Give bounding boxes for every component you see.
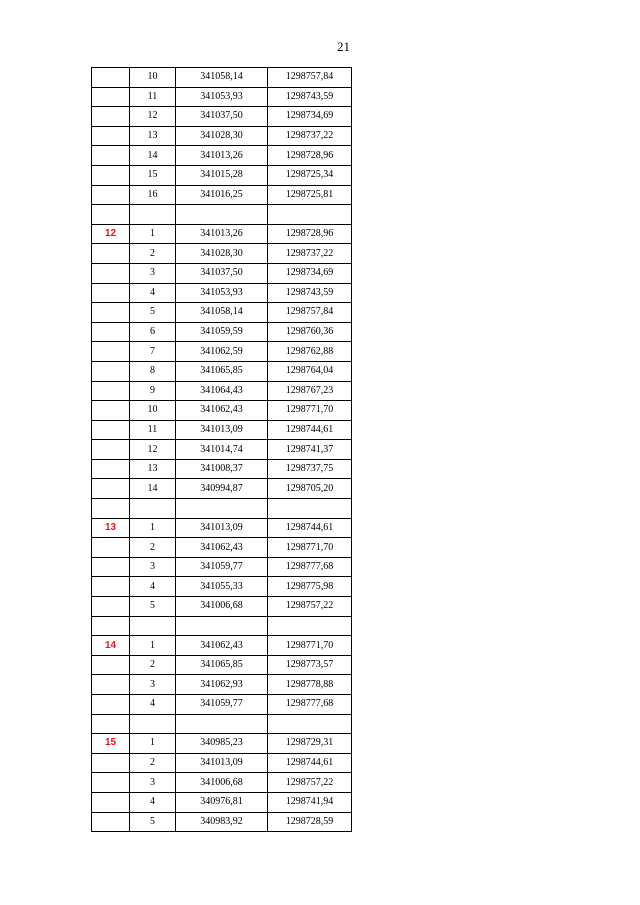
x-coordinate-cell: 341059,77 xyxy=(176,695,268,715)
y-coordinate-cell: 1298728,96 xyxy=(268,224,352,244)
table-row xyxy=(92,87,352,107)
table-row xyxy=(92,577,352,597)
y-coordinate-cell xyxy=(268,499,352,519)
table-row xyxy=(92,499,352,519)
table-row xyxy=(92,812,352,832)
x-coordinate-cell: 341065,85 xyxy=(176,655,268,675)
y-coordinate-cell: 1298771,70 xyxy=(268,401,352,421)
group-number-cell xyxy=(92,185,130,205)
table-row xyxy=(92,479,352,499)
point-number-cell xyxy=(130,616,176,636)
x-coordinate-cell: 340994,87 xyxy=(176,479,268,499)
x-coordinate-cell: 341059,59 xyxy=(176,322,268,342)
table-row xyxy=(92,283,352,303)
group-number-cell: 12 xyxy=(92,224,130,244)
x-coordinate-cell: 341013,26 xyxy=(176,224,268,244)
table-row xyxy=(92,792,352,812)
table-row xyxy=(92,695,352,715)
group-number-cell xyxy=(92,538,130,558)
table-row xyxy=(92,244,352,264)
y-coordinate-cell: 1298743,59 xyxy=(268,283,352,303)
point-number-cell: 11 xyxy=(130,87,176,107)
y-coordinate-cell: 1298734,69 xyxy=(268,107,352,127)
point-number-cell: 5 xyxy=(130,597,176,617)
x-coordinate-cell: 341053,93 xyxy=(176,87,268,107)
y-coordinate-cell: 1298771,70 xyxy=(268,538,352,558)
y-coordinate-cell: 1298773,57 xyxy=(268,655,352,675)
point-number-cell: 10 xyxy=(130,68,176,88)
table-row xyxy=(92,459,352,479)
table-row xyxy=(92,165,352,185)
x-coordinate-cell xyxy=(176,616,268,636)
group-number-cell xyxy=(92,440,130,460)
point-number-cell: 2 xyxy=(130,655,176,675)
group-number-cell xyxy=(92,459,130,479)
point-number-cell: 3 xyxy=(130,557,176,577)
group-number-cell xyxy=(92,695,130,715)
y-coordinate-cell: 1298729,31 xyxy=(268,734,352,754)
point-number-cell xyxy=(130,714,176,734)
table-row xyxy=(92,714,352,734)
x-coordinate-cell: 341065,85 xyxy=(176,361,268,381)
x-coordinate-cell: 341037,50 xyxy=(176,263,268,283)
x-coordinate-cell xyxy=(176,499,268,519)
point-number-cell: 10 xyxy=(130,401,176,421)
point-number-cell: 3 xyxy=(130,263,176,283)
table-row xyxy=(92,381,352,401)
x-coordinate-cell: 341006,68 xyxy=(176,597,268,617)
x-coordinate-cell: 341062,59 xyxy=(176,342,268,362)
point-number-cell xyxy=(130,499,176,519)
x-coordinate-cell: 340985,23 xyxy=(176,734,268,754)
table-row xyxy=(92,361,352,381)
point-number-cell: 3 xyxy=(130,773,176,793)
point-number-cell: 5 xyxy=(130,812,176,832)
table-row xyxy=(92,557,352,577)
x-coordinate-cell: 341016,25 xyxy=(176,185,268,205)
group-number-cell xyxy=(92,68,130,88)
point-number-cell: 15 xyxy=(130,165,176,185)
x-coordinate-cell: 341062,43 xyxy=(176,636,268,656)
y-coordinate-cell: 1298778,88 xyxy=(268,675,352,695)
group-number-cell xyxy=(92,342,130,362)
y-coordinate-cell: 1298757,84 xyxy=(268,303,352,323)
table-row xyxy=(92,753,352,773)
table-row xyxy=(92,420,352,440)
group-number-cell xyxy=(92,714,130,734)
x-coordinate-cell: 341037,50 xyxy=(176,107,268,127)
x-coordinate-cell: 341006,68 xyxy=(176,773,268,793)
group-number-cell xyxy=(92,87,130,107)
group-number-cell xyxy=(92,616,130,636)
x-coordinate-cell: 341055,33 xyxy=(176,577,268,597)
y-coordinate-cell: 1298744,61 xyxy=(268,518,352,538)
x-coordinate-cell: 341013,09 xyxy=(176,753,268,773)
point-number-cell: 1 xyxy=(130,224,176,244)
table-row xyxy=(92,734,352,754)
point-number-cell: 16 xyxy=(130,185,176,205)
table-row xyxy=(92,205,352,225)
table-row xyxy=(92,146,352,166)
table-row xyxy=(92,126,352,146)
y-coordinate-cell: 1298757,22 xyxy=(268,597,352,617)
group-number-cell xyxy=(92,205,130,225)
y-coordinate-cell: 1298777,68 xyxy=(268,695,352,715)
table-row xyxy=(92,616,352,636)
group-number-cell xyxy=(92,401,130,421)
y-coordinate-cell: 1298744,61 xyxy=(268,420,352,440)
table-row xyxy=(92,518,352,538)
point-number-cell: 8 xyxy=(130,361,176,381)
table-row xyxy=(92,107,352,127)
group-number-cell xyxy=(92,107,130,127)
table-row xyxy=(92,440,352,460)
point-number-cell: 2 xyxy=(130,538,176,558)
coordinates-table-body xyxy=(92,68,352,832)
point-number-cell: 1 xyxy=(130,734,176,754)
group-number-cell xyxy=(92,303,130,323)
y-coordinate-cell: 1298762,88 xyxy=(268,342,352,362)
point-number-cell: 9 xyxy=(130,381,176,401)
y-coordinate-cell: 1298725,34 xyxy=(268,165,352,185)
x-coordinate-cell: 341064,43 xyxy=(176,381,268,401)
group-number-cell xyxy=(92,244,130,264)
y-coordinate-cell xyxy=(268,714,352,734)
group-number-cell: 15 xyxy=(92,734,130,754)
point-number-cell: 12 xyxy=(130,440,176,460)
table-row xyxy=(92,322,352,342)
y-coordinate-cell: 1298775,98 xyxy=(268,577,352,597)
group-number-cell xyxy=(92,753,130,773)
x-coordinate-cell: 341062,43 xyxy=(176,401,268,421)
point-number-cell: 4 xyxy=(130,695,176,715)
y-coordinate-cell: 1298728,96 xyxy=(268,146,352,166)
x-coordinate-cell: 341058,14 xyxy=(176,68,268,88)
group-number-cell xyxy=(92,283,130,303)
x-coordinate-cell: 341013,26 xyxy=(176,146,268,166)
x-coordinate-cell xyxy=(176,205,268,225)
table-row xyxy=(92,303,352,323)
y-coordinate-cell: 1298737,22 xyxy=(268,126,352,146)
group-number-cell xyxy=(92,126,130,146)
table-row xyxy=(92,597,352,617)
point-number-cell: 3 xyxy=(130,675,176,695)
table-row xyxy=(92,401,352,421)
x-coordinate-cell: 341059,77 xyxy=(176,557,268,577)
y-coordinate-cell: 1298771,70 xyxy=(268,636,352,656)
y-coordinate-cell: 1298705,20 xyxy=(268,479,352,499)
table-row xyxy=(92,675,352,695)
x-coordinate-cell: 341062,93 xyxy=(176,675,268,695)
x-coordinate-cell xyxy=(176,714,268,734)
group-number-cell xyxy=(92,557,130,577)
point-number-cell: 13 xyxy=(130,126,176,146)
y-coordinate-cell: 1298741,37 xyxy=(268,440,352,460)
group-number-cell xyxy=(92,420,130,440)
group-number-cell xyxy=(92,499,130,519)
y-coordinate-cell: 1298764,04 xyxy=(268,361,352,381)
table-row xyxy=(92,185,352,205)
point-number-cell: 1 xyxy=(130,518,176,538)
x-coordinate-cell: 341028,30 xyxy=(176,244,268,264)
x-coordinate-cell: 341013,09 xyxy=(176,518,268,538)
x-coordinate-cell: 341062,43 xyxy=(176,538,268,558)
x-coordinate-cell: 341028,30 xyxy=(176,126,268,146)
point-number-cell: 4 xyxy=(130,283,176,303)
table-row xyxy=(92,636,352,656)
y-coordinate-cell: 1298744,61 xyxy=(268,753,352,773)
y-coordinate-cell xyxy=(268,205,352,225)
x-coordinate-cell: 341058,14 xyxy=(176,303,268,323)
point-number-cell xyxy=(130,205,176,225)
x-coordinate-cell: 340983,92 xyxy=(176,812,268,832)
y-coordinate-cell: 1298743,59 xyxy=(268,87,352,107)
y-coordinate-cell: 1298757,22 xyxy=(268,773,352,793)
y-coordinate-cell: 1298767,23 xyxy=(268,381,352,401)
group-number-cell xyxy=(92,655,130,675)
point-number-cell: 2 xyxy=(130,244,176,264)
point-number-cell: 11 xyxy=(130,420,176,440)
point-number-cell: 14 xyxy=(130,479,176,499)
y-coordinate-cell: 1298737,22 xyxy=(268,244,352,264)
group-number-cell xyxy=(92,675,130,695)
point-number-cell: 7 xyxy=(130,342,176,362)
x-coordinate-cell: 341053,93 xyxy=(176,283,268,303)
x-coordinate-cell: 341013,09 xyxy=(176,420,268,440)
group-number-cell xyxy=(92,812,130,832)
page-number: 21 xyxy=(337,39,350,54)
y-coordinate-cell: 1298760,36 xyxy=(268,322,352,342)
table-row xyxy=(92,655,352,675)
y-coordinate-cell xyxy=(268,616,352,636)
group-number-cell xyxy=(92,361,130,381)
x-coordinate-cell: 340976,81 xyxy=(176,792,268,812)
point-number-cell: 6 xyxy=(130,322,176,342)
group-number-cell xyxy=(92,322,130,342)
point-number-cell: 4 xyxy=(130,577,176,597)
y-coordinate-cell: 1298725,81 xyxy=(268,185,352,205)
y-coordinate-cell: 1298777,68 xyxy=(268,557,352,577)
point-number-cell: 2 xyxy=(130,753,176,773)
x-coordinate-cell: 341014,74 xyxy=(176,440,268,460)
group-number-cell xyxy=(92,479,130,499)
group-number-cell xyxy=(92,165,130,185)
table-row xyxy=(92,68,352,88)
group-number-cell: 13 xyxy=(92,518,130,538)
group-number-cell xyxy=(92,146,130,166)
coordinates-table xyxy=(91,67,352,832)
point-number-cell: 5 xyxy=(130,303,176,323)
point-number-cell: 1 xyxy=(130,636,176,656)
x-coordinate-cell: 341008,37 xyxy=(176,459,268,479)
point-number-cell: 13 xyxy=(130,459,176,479)
group-number-cell xyxy=(92,263,130,283)
point-number-cell: 14 xyxy=(130,146,176,166)
table-row xyxy=(92,224,352,244)
point-number-cell: 4 xyxy=(130,792,176,812)
table-row xyxy=(92,263,352,283)
y-coordinate-cell: 1298741,94 xyxy=(268,792,352,812)
table-row xyxy=(92,538,352,558)
point-number-cell: 12 xyxy=(130,107,176,127)
group-number-cell: 14 xyxy=(92,636,130,656)
group-number-cell xyxy=(92,381,130,401)
table-row xyxy=(92,342,352,362)
group-number-cell xyxy=(92,773,130,793)
x-coordinate-cell: 341015,28 xyxy=(176,165,268,185)
y-coordinate-cell: 1298728,59 xyxy=(268,812,352,832)
group-number-cell xyxy=(92,792,130,812)
table-row xyxy=(92,773,352,793)
group-number-cell xyxy=(92,597,130,617)
group-number-cell xyxy=(92,577,130,597)
y-coordinate-cell: 1298734,69 xyxy=(268,263,352,283)
y-coordinate-cell: 1298737,75 xyxy=(268,459,352,479)
y-coordinate-cell: 1298757,84 xyxy=(268,68,352,88)
